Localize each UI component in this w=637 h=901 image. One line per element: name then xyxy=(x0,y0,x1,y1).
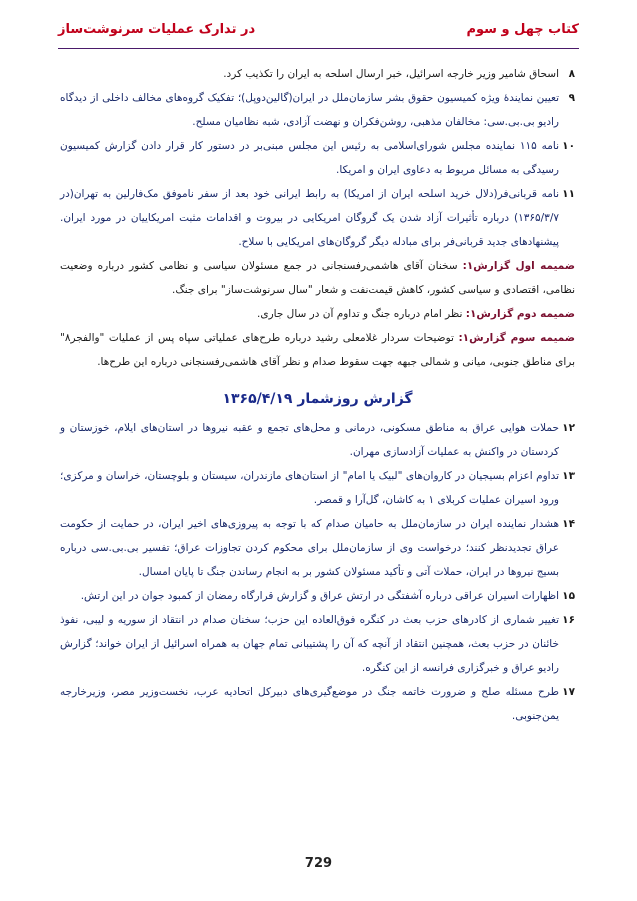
appendix-item xyxy=(60,254,575,302)
list-item xyxy=(60,680,575,728)
item-number: ۱۶ xyxy=(562,614,575,626)
item-number: ۱۷ xyxy=(562,686,575,698)
item-number: ۸ xyxy=(568,68,575,80)
items-list-bottom xyxy=(60,416,575,728)
item-text: نامه قربانی‌فر(دلال خرید اسلحه ایران از امریکا) به رابط ایرانی خود بعد از سفر ناموفق مک‌فارلین به تهران(در ۱۳۶۵/۳/۷) درباره تأثیرات آزاد شدن یک گروگان امریکایی در بیروت و اقدامات مثبت امریکاییان در مورد ایران. پیشنهادهای جدید قربانی‌فر برای مبادله دیگر گروگان‌های امریکایی با سلاح. xyxy=(60,188,559,248)
list-item xyxy=(60,86,575,134)
list-item xyxy=(60,134,575,182)
list-item xyxy=(60,512,575,584)
item-text: هشدار نماینده ایران در سازمان‌ملل به حامیان صدام که با توجه به پیروزی‌های اخیر ایران، در حمایت از حکومت عراق تجدیدنظر کنند؛ درخواست وی از سازمان‌ملل برای محکوم کردن تجاوزات عراق؛ تفسیر بی.بی.سی درباره بسیج نیروها در ایران، حملات آتی و تأکید مسئولان کشور بر به انجام رساندن جنگ تا پایان امسال. xyxy=(60,518,559,578)
item-text: تداوم اعزام بسیجیان در کاروان‌های "لبیک یا امام" از استان‌های مازندران، سیستان و بلوچستان، خراسان و مرکزی؛ ورود اسیران عملیات کربلای ۱ به کاشان، گل‌آرا و قمصر. xyxy=(60,470,559,506)
page-header xyxy=(58,22,579,44)
appendix-item xyxy=(60,302,575,326)
item-number: ۱۵ xyxy=(562,590,575,602)
item-text: حملات هوایی عراق به مناطق مسکونی، درمانی و محل‌های تجمع و عقبه نیروها در استان‌های ایلام، خوزستان و کردستان در واکنش به عملیات آزادسازی مهران. xyxy=(60,422,559,458)
header-divider xyxy=(58,48,579,49)
book-title: کتاب چهل و سوم xyxy=(466,22,579,37)
page-number: 729 xyxy=(304,856,333,871)
list-item xyxy=(60,62,575,86)
item-text: تعیین نمایندهٔ ویژه کمیسیون حقوق بشر سازمان‌ملل در ایران(گالین‌دوپل)؛ تفکیک گروه‌های مخالف داخلی از دیدگاه رادیو بی.بی.سی: مخالفان مذهبی، روشن‌فکران و نهضت آزادی، شبه نظامیان مسلح. xyxy=(60,92,559,128)
report-heading: گزارش روزشمار ۱۳۶۵/۴/۱۹ xyxy=(222,391,413,407)
item-number: ۱۱ xyxy=(562,188,575,200)
appendix-label: ضمیمه سوم گزارش۱: xyxy=(458,332,575,344)
item-number: ۱۲ xyxy=(562,422,575,434)
appendix-text: سخنان آقای هاشمی‌رفسنجانی در جمع مسئولان سیاسی و نظامی کشور درباره وضعیت نظامی، اقتصادی و سیاسی کشور، کاهش قیمت‌نفت و شعار "سال سرنوشت‌ساز" برای جنگ. xyxy=(60,260,575,296)
appendix-text: توضیحات سردار غلامعلی رشید درباره طرح‌های عملیاتی سپاه پس از عملیات "والفجر۸" برای مناطق جنوبی، میانی و شمالی جبهه جهت سقوط صدام و نظر آقای هاشمی‌رفسنجانی درباره این طرح‌ها. xyxy=(60,332,575,368)
item-number: ۱۰ xyxy=(562,140,575,152)
appendix-label: ضمیمه اول گزارش۱: xyxy=(462,260,575,272)
item-number: ۱۴ xyxy=(562,518,575,530)
appendix-item xyxy=(60,326,575,374)
section-title: در تدارک عملیات سرنوشت‌ساز xyxy=(58,22,256,37)
appendix-label: ضمیمه دوم گزارش۱: xyxy=(465,308,575,320)
item-text: طرح مسئله صلح و ضرورت خاتمه جنگ در موضع‌گیری‌های دبیرکل اتحادیه عرب، نخست‌وزیر مصر، وزیرخارجه یمن‌جنوبی. xyxy=(60,686,559,722)
item-number: ۱۳ xyxy=(562,470,575,482)
item-text: اسحاق شامیر وزیر خارجه اسرائیل، خبر ارسال اسلحه به ایران را تکذیب کرد. xyxy=(223,68,559,80)
appendix-text: نظر امام درباره جنگ و تداوم آن در سال جاری. xyxy=(257,308,466,320)
item-text: نامه ۱۱۵ نماینده مجلس شورای‌اسلامی به رئیس این مجلس مبنی‌بر در دستور کار قرار دادن گزارش کمیسیون رسیدگی به مسائل مربوط به دعاوی ایران و امریکا. xyxy=(60,140,559,176)
list-item xyxy=(60,464,575,512)
list-item xyxy=(60,608,575,680)
page-content xyxy=(60,62,575,728)
list-item xyxy=(60,416,575,464)
appendices xyxy=(60,254,575,374)
list-item xyxy=(60,584,575,608)
item-text: اظهارات اسیران عراقی درباره آشفتگی در ارتش عراق و گزارش قرارگاه رمضان از کمبود جوان در این ارتش. xyxy=(80,590,559,602)
items-list-top xyxy=(60,62,575,254)
list-item xyxy=(60,182,575,254)
item-number: ۹ xyxy=(568,92,575,104)
item-text: تغییر شماری از کادرهای حزب بعث در کنگره فوق‌العاده این حزب؛ سخنان صدام در انتقاد از سوریه و لیبی، نفوذ خائنان در حزب بعث، همچنین انتقاد از آنچه که آن را پشتیبانی تمام جهان به همراه اسرائیل از ایران خواند؛ گزارش رادیو عراق و خبرگزاری فرانسه از این کنگره. xyxy=(60,614,559,674)
